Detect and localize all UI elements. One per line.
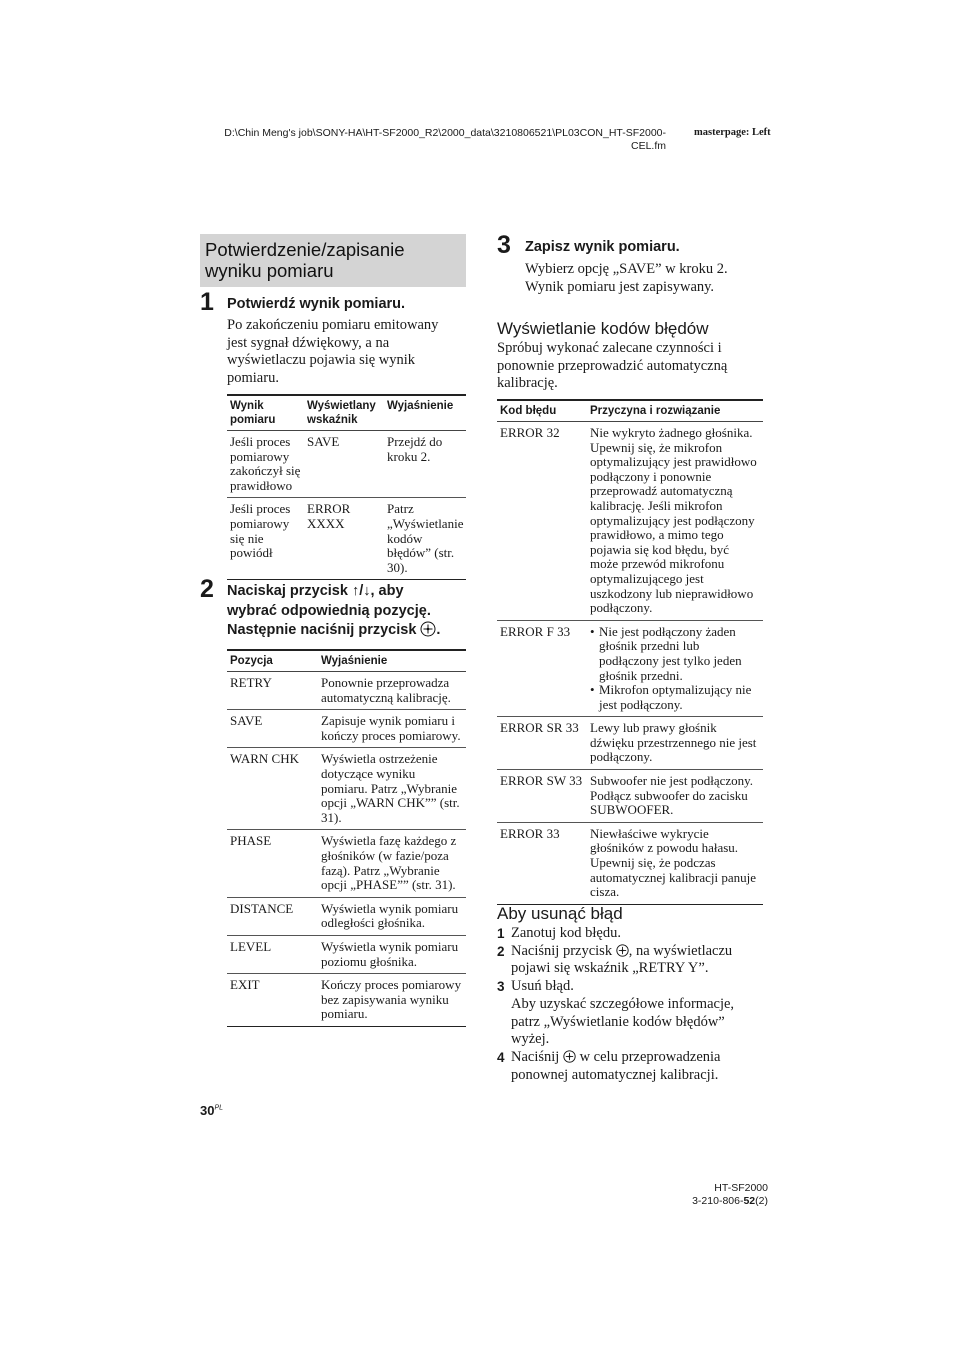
table-cell: Wyświetla fazę każdego z głośników (w fazie/poza fazą). Patrz „Wybranie opcji „PHASE”” (str. 31). bbox=[318, 830, 466, 897]
table-cell: WARN CHK bbox=[227, 748, 318, 830]
table-row bbox=[497, 620, 763, 717]
column-header: Wyjaśnienie bbox=[384, 395, 466, 431]
list-number: 2 bbox=[497, 943, 505, 959]
enter-button-icon bbox=[563, 1050, 576, 1063]
table-row bbox=[227, 935, 466, 973]
table-row bbox=[227, 897, 466, 935]
bullet-item: • Mikrofon optymalizujący nie jest podłączony. bbox=[590, 683, 760, 712]
bullet-text: Mikrofon optymalizujący nie jest podłączony. bbox=[599, 682, 752, 712]
table-row bbox=[497, 770, 763, 823]
page-language-suffix: PL bbox=[214, 1104, 224, 1112]
list-text: Aby uzyskać szczegółowe informacje, bbox=[511, 995, 735, 1012]
step-3-title: Zapisz wynik pomiaru. bbox=[525, 239, 680, 255]
error-intro-line: Spróbuj wykonać zalecane czynności i bbox=[497, 340, 722, 356]
step-3-body-line: Wybierz opcję „SAVE” w kroku 2. bbox=[525, 261, 728, 277]
error-code: ERROR 32 bbox=[497, 422, 587, 621]
page-number-value: 30 bbox=[200, 1103, 215, 1118]
step-3-number: 3 bbox=[497, 231, 511, 259]
table-row bbox=[227, 830, 466, 897]
table-cell: Wyświetla wynik pomiaru poziomu głośnika. bbox=[318, 935, 466, 973]
step-1-body-line: wyświetlaczu pojawia się wynik bbox=[227, 352, 416, 369]
list-text: Naciśnij bbox=[511, 1048, 560, 1065]
table-row bbox=[227, 974, 466, 1027]
error-intro-line: ponownie przeprowadzić automatyczną bbox=[497, 357, 728, 374]
table-row bbox=[497, 822, 763, 904]
measurement-result-table bbox=[227, 394, 466, 580]
table-cell: LEVEL bbox=[227, 935, 318, 973]
column-header: Wyjaśnienie bbox=[318, 650, 466, 672]
section-heading-line-1: Potwierdzenie/zapisanie bbox=[205, 239, 405, 260]
step-1-body bbox=[227, 317, 472, 388]
table-cell: Kończy proces pomiarowy bez zapisywania wyniku pomiaru. bbox=[318, 974, 466, 1027]
table-cell: ERROR XXXX bbox=[304, 498, 384, 580]
table-cell: PHASE bbox=[227, 830, 318, 897]
list-text: wyżej. bbox=[511, 1031, 550, 1048]
table-cell: Jeśli proces pomiarowy się nie powiódł bbox=[227, 498, 304, 580]
column-header: Wynik pomiaru bbox=[227, 395, 304, 431]
file-path-line-1: D:\Chin Meng's job\SONY-HA\HT-SF2000_R2\2000_data\3210806521\PL03CON_HT-SF2000- bbox=[224, 127, 666, 139]
document-code-suffix: (2) bbox=[755, 1194, 768, 1207]
list-text: Zanotuj kod błędu. bbox=[511, 925, 621, 941]
document-code bbox=[600, 1195, 768, 1208]
table-row bbox=[227, 498, 466, 580]
table-cell: SAVE bbox=[304, 431, 384, 498]
step-2-title-line: wybrać odpowiednią pozycję. bbox=[227, 602, 431, 619]
error-intro-line: kalibrację. bbox=[497, 375, 558, 392]
column-header: Przyczyna i rozwiązanie bbox=[587, 400, 763, 422]
enter-button-icon bbox=[420, 621, 436, 637]
bullet-text: Nie jest podłączony żaden głośnik przedni lub podłączony jest tylko jeden głośnik przedni. bbox=[599, 623, 742, 683]
step-1-body-line: pomiaru. bbox=[227, 370, 279, 387]
list-text: patrz „Wyświetlanie kodów błędów” bbox=[511, 1013, 725, 1030]
table-cell: RETRY bbox=[227, 672, 318, 710]
masterpage-label: masterpage: Left bbox=[694, 127, 771, 138]
step-1-title: Potwierdź wynik pomiaru. bbox=[227, 296, 406, 312]
step-2-title-end: . bbox=[436, 622, 441, 638]
table-cell: SAVE bbox=[227, 710, 318, 748]
file-path-header bbox=[196, 127, 666, 152]
list-text: pojawi się wskaźnik „RETRY Y”. bbox=[511, 960, 709, 977]
enter-button-icon bbox=[616, 944, 629, 957]
error-explanation bbox=[587, 620, 763, 717]
list-text: Naciśnij przycisk bbox=[511, 942, 613, 959]
list-number: 4 bbox=[497, 1049, 505, 1065]
table-cell: Wyświetla wynik pomiaru odległości głośnika. bbox=[318, 897, 466, 935]
list-text: , na wyświetlaczu bbox=[628, 942, 733, 959]
step-2-number: 2 bbox=[200, 575, 214, 603]
table-cell: Patrz „Wyświetlanie kodów błędów” (str. 30). bbox=[384, 498, 466, 580]
table-header-row bbox=[227, 650, 466, 672]
step-1-body-line: jest sygnał dźwiękowy, a na bbox=[227, 334, 390, 351]
step-3-body bbox=[525, 261, 765, 296]
table-row bbox=[497, 422, 763, 621]
model-name: HT-SF2000 bbox=[714, 1182, 768, 1194]
list-item bbox=[497, 925, 767, 943]
table-cell: Jeśli proces pomiarowy zakończył się prawidłowo bbox=[227, 431, 304, 498]
section-heading bbox=[200, 234, 466, 287]
file-path-line-2: CEL.fm bbox=[630, 139, 666, 152]
error-explanation: Niewłaściwe wykrycie głośników z powodu hałasu. Upewnij się, że podczas automatycznej kalibracji panuje cisza. bbox=[587, 822, 763, 904]
table-header-row bbox=[227, 395, 466, 431]
bullet-item: • Nie jest podłączony żaden głośnik przedni lub podłączony jest tylko jeden głośnik przedni. bbox=[590, 625, 760, 683]
table-cell: Przejdź do kroku 2. bbox=[384, 431, 466, 498]
step-3-body-line: Wynik pomiaru jest zapisywany. bbox=[525, 278, 715, 295]
list-text: ponownej automatycznej kalibracji. bbox=[511, 1066, 719, 1083]
clear-error-steps bbox=[497, 925, 767, 1084]
table-row bbox=[227, 431, 466, 498]
step-2-title-line: Naciskaj przycisk ↑/↓, aby bbox=[227, 583, 404, 599]
error-codes-heading: Wyświetlanie kodów błędów bbox=[497, 319, 709, 338]
table-cell: Wyświetla ostrzeżenie dotyczące wyniku pomiaru. Patrz „Wybranie opcji „WARN CHK”” (str. 31). bbox=[318, 748, 466, 830]
error-code: ERROR 33 bbox=[497, 822, 587, 904]
footer-model-info bbox=[600, 1182, 768, 1207]
document-code-bold: 52 bbox=[743, 1194, 756, 1207]
clear-error-heading: Aby usunąć błąd bbox=[497, 904, 623, 923]
page-number bbox=[200, 1103, 223, 1118]
table-row bbox=[497, 717, 763, 770]
table-cell: EXIT bbox=[227, 974, 318, 1027]
error-explanation: Lewy lub prawy głośnik dźwięku przestrzennego nie jest podłączony. bbox=[587, 717, 763, 770]
position-table bbox=[227, 649, 466, 1027]
column-header: Wyświetlany wskaźnik bbox=[304, 395, 384, 431]
list-number: 3 bbox=[497, 979, 505, 995]
step-2-title-line-3 bbox=[227, 621, 477, 641]
table-cell: Ponownie przeprowadza automatyczną kalibrację. bbox=[318, 672, 466, 710]
list-item bbox=[497, 978, 767, 1049]
error-codes-table bbox=[497, 399, 763, 905]
step-1-number: 1 bbox=[200, 288, 214, 316]
table-header-row bbox=[497, 400, 763, 422]
list-text: Usuń błąd. bbox=[511, 978, 574, 995]
table-cell: Zapisuje wynik pomiaru i kończy proces pomiarowy. bbox=[318, 710, 466, 748]
error-codes-intro bbox=[497, 340, 765, 393]
error-explanation: Nie wykryto żadnego głośnika. Upewnij się, że mikrofon optymalizujący jest prawidłowo podłączony i ponownie przeprowadź automatyczną kalibrację. Jeśli mikrofon optymalizujący jest podłączony prawidłowo, a mimo tego pojawia się kod błędu, być może przewód mikrofonu optymalizującego jest uszkodzony lub nieprawidłowo podłączony. bbox=[587, 422, 763, 621]
table-row bbox=[227, 710, 466, 748]
list-item bbox=[497, 943, 767, 978]
document-code-prefix: 3-210-806- bbox=[692, 1194, 744, 1207]
table-row bbox=[227, 672, 466, 710]
table-row bbox=[227, 748, 466, 830]
error-code: ERROR SW 33 bbox=[497, 770, 587, 823]
table-cell: DISTANCE bbox=[227, 897, 318, 935]
error-code: ERROR SR 33 bbox=[497, 717, 587, 770]
list-item bbox=[497, 1049, 767, 1084]
step-1-body-line: Po zakończeniu pomiaru emitowany bbox=[227, 317, 439, 333]
column-header: Kod błędu bbox=[497, 400, 587, 422]
step-2-title bbox=[227, 582, 477, 641]
list-number: 1 bbox=[497, 926, 505, 941]
column-header: Pozycja bbox=[227, 650, 318, 672]
list-text: w celu przeprowadzenia bbox=[579, 1048, 721, 1065]
error-code: ERROR F 33 bbox=[497, 620, 587, 717]
section-heading-line-2: wyniku pomiaru bbox=[205, 260, 334, 281]
error-explanation: Subwoofer nie jest podłączony. Podłącz subwoofer do zacisku SUBWOOFER. bbox=[587, 770, 763, 823]
step-2-title-text: Następnie naciśnij przycisk bbox=[227, 622, 417, 638]
